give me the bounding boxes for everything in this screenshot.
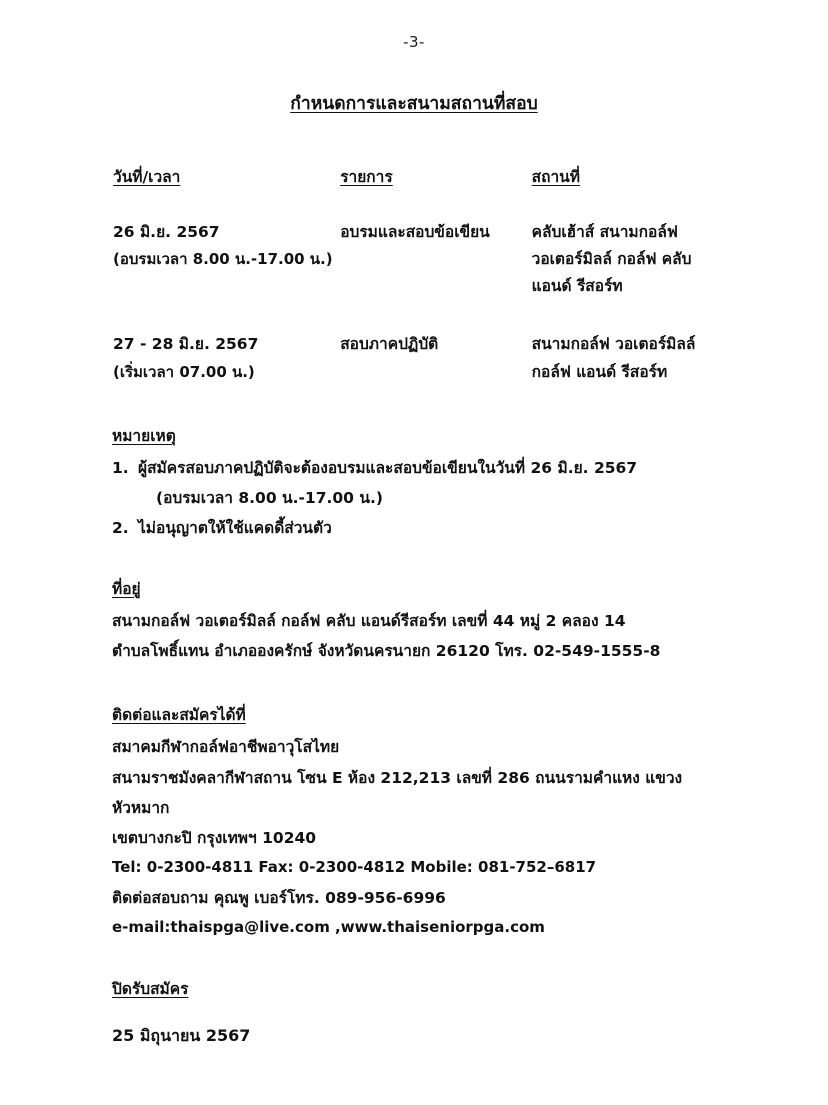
schedule-table <box>112 163 716 387</box>
cell-date <box>112 301 339 386</box>
row-place-line: กอล์ฟ แอนด์ รีสอร์ท <box>531 362 668 381</box>
page-number: -3- <box>403 33 425 51</box>
schedule-body <box>112 189 716 387</box>
notes-list <box>112 453 716 544</box>
table-row <box>112 189 716 301</box>
note-marker: 1. <box>112 458 129 477</box>
cell-item <box>339 189 530 301</box>
contact-email-line: e-mail:thaispga@live.com ,www.thaiseniorpga.com <box>112 917 545 936</box>
address-section <box>112 574 716 667</box>
column-header-place <box>531 163 716 189</box>
row-item: อบรมและสอบข้อเขียน <box>340 223 490 241</box>
address-line: สนามกอล์ฟ วอเตอร์มิลล์ กอล์ฟ คลับ แอนด์รีสอร์ท เลขที่ 44 หมู่ 2 คลอง 14 <box>112 611 626 630</box>
row-date-sub: (อบรมเวลา 8.00 น.-17.00 น.) <box>113 250 333 269</box>
closing-heading: ปิดรับสมัคร <box>112 979 189 998</box>
list-item <box>112 513 716 543</box>
note-text: ไม่อนุญาตให้ใช้แคดดี้ส่วนตัว <box>138 519 332 538</box>
list-item <box>112 453 716 483</box>
cell-item <box>339 301 530 386</box>
row-place-line: แอนด์ รีสอร์ท <box>531 277 623 296</box>
notes-heading: หมายเหตุ <box>112 426 176 445</box>
note-subtext: (อบรมเวลา 8.00 น.-17.00 น.) <box>156 489 383 508</box>
row-place-line: คลับเฮ้าส์ สนามกอล์ฟ <box>531 223 678 241</box>
contact-line: เขตบางกะปิ กรุงเทพฯ 10240 <box>112 829 317 848</box>
document-content <box>0 163 828 1051</box>
cell-place <box>531 189 716 301</box>
note-marker: 2. <box>112 519 129 538</box>
row-date: 26 มิ.ย. 2567 <box>113 223 220 241</box>
column-header-date <box>112 163 339 189</box>
contact-heading: ติดต่อและสมัครได้ที่ <box>112 706 246 725</box>
closing-section <box>112 974 716 1051</box>
contact-person-line: ติดต่อสอบถาม คุณพู เบอร์โทร. 089-956-6996 <box>112 888 446 907</box>
row-date: 27 - 28 มิ.ย. 2567 <box>113 335 259 354</box>
notes-section <box>112 421 716 544</box>
contact-section <box>112 700 716 942</box>
row-place-line: วอเตอร์มิลล์ กอล์ฟ คลับ <box>531 250 692 269</box>
cell-date <box>112 189 339 301</box>
contact-line: สนามราชมังคลากีฬาสถาน โซน E ห้อง 212,213 เลขที่ 286 ถนนรามคำแหง แขวงหัวหมาก <box>112 768 683 817</box>
column-header-item <box>339 163 530 189</box>
address-heading: ที่อยู่ <box>112 579 141 598</box>
column-header-place-label: สถานที่ <box>531 168 580 186</box>
row-place-line: สนามกอล์ฟ วอเตอร์มิลล์ <box>531 335 696 354</box>
contact-phone-line: Tel: 0-2300-4811 Fax: 0-2300-4812 Mobile: 081-752–6817 <box>112 858 597 877</box>
table-row <box>112 301 716 386</box>
schedule-header <box>112 163 716 189</box>
cell-place <box>531 301 716 386</box>
closing-date: 25 มิถุนายน 2567 <box>112 1026 251 1046</box>
column-header-item-label: รายการ <box>340 168 393 186</box>
column-header-date-label: วันที่/เวลา <box>113 168 181 186</box>
row-item: สอบภาคปฏิบัติ <box>340 335 439 354</box>
table-header-row <box>112 163 716 189</box>
note-text: ผู้สมัครสอบภาคปฏิบัติจะต้องอบรมและสอบข้อเขียนในวันที่ 26 มิ.ย. 2567 <box>138 458 638 477</box>
page-title: กำหนดการและสนามสถานที่สอบ <box>290 94 538 114</box>
contact-line: สมาคมกีฬากอล์ฟอาชีพอาวุโสไทย <box>112 738 340 757</box>
row-date-sub: (เริ่มเวลา 07.00 น.) <box>113 362 255 381</box>
address-line: ตำบลโพธิ์แทน อำเภอองครักษ์ จังหวัดนครนายก 26120 โทร. 02-549-1555-8 <box>112 641 661 660</box>
